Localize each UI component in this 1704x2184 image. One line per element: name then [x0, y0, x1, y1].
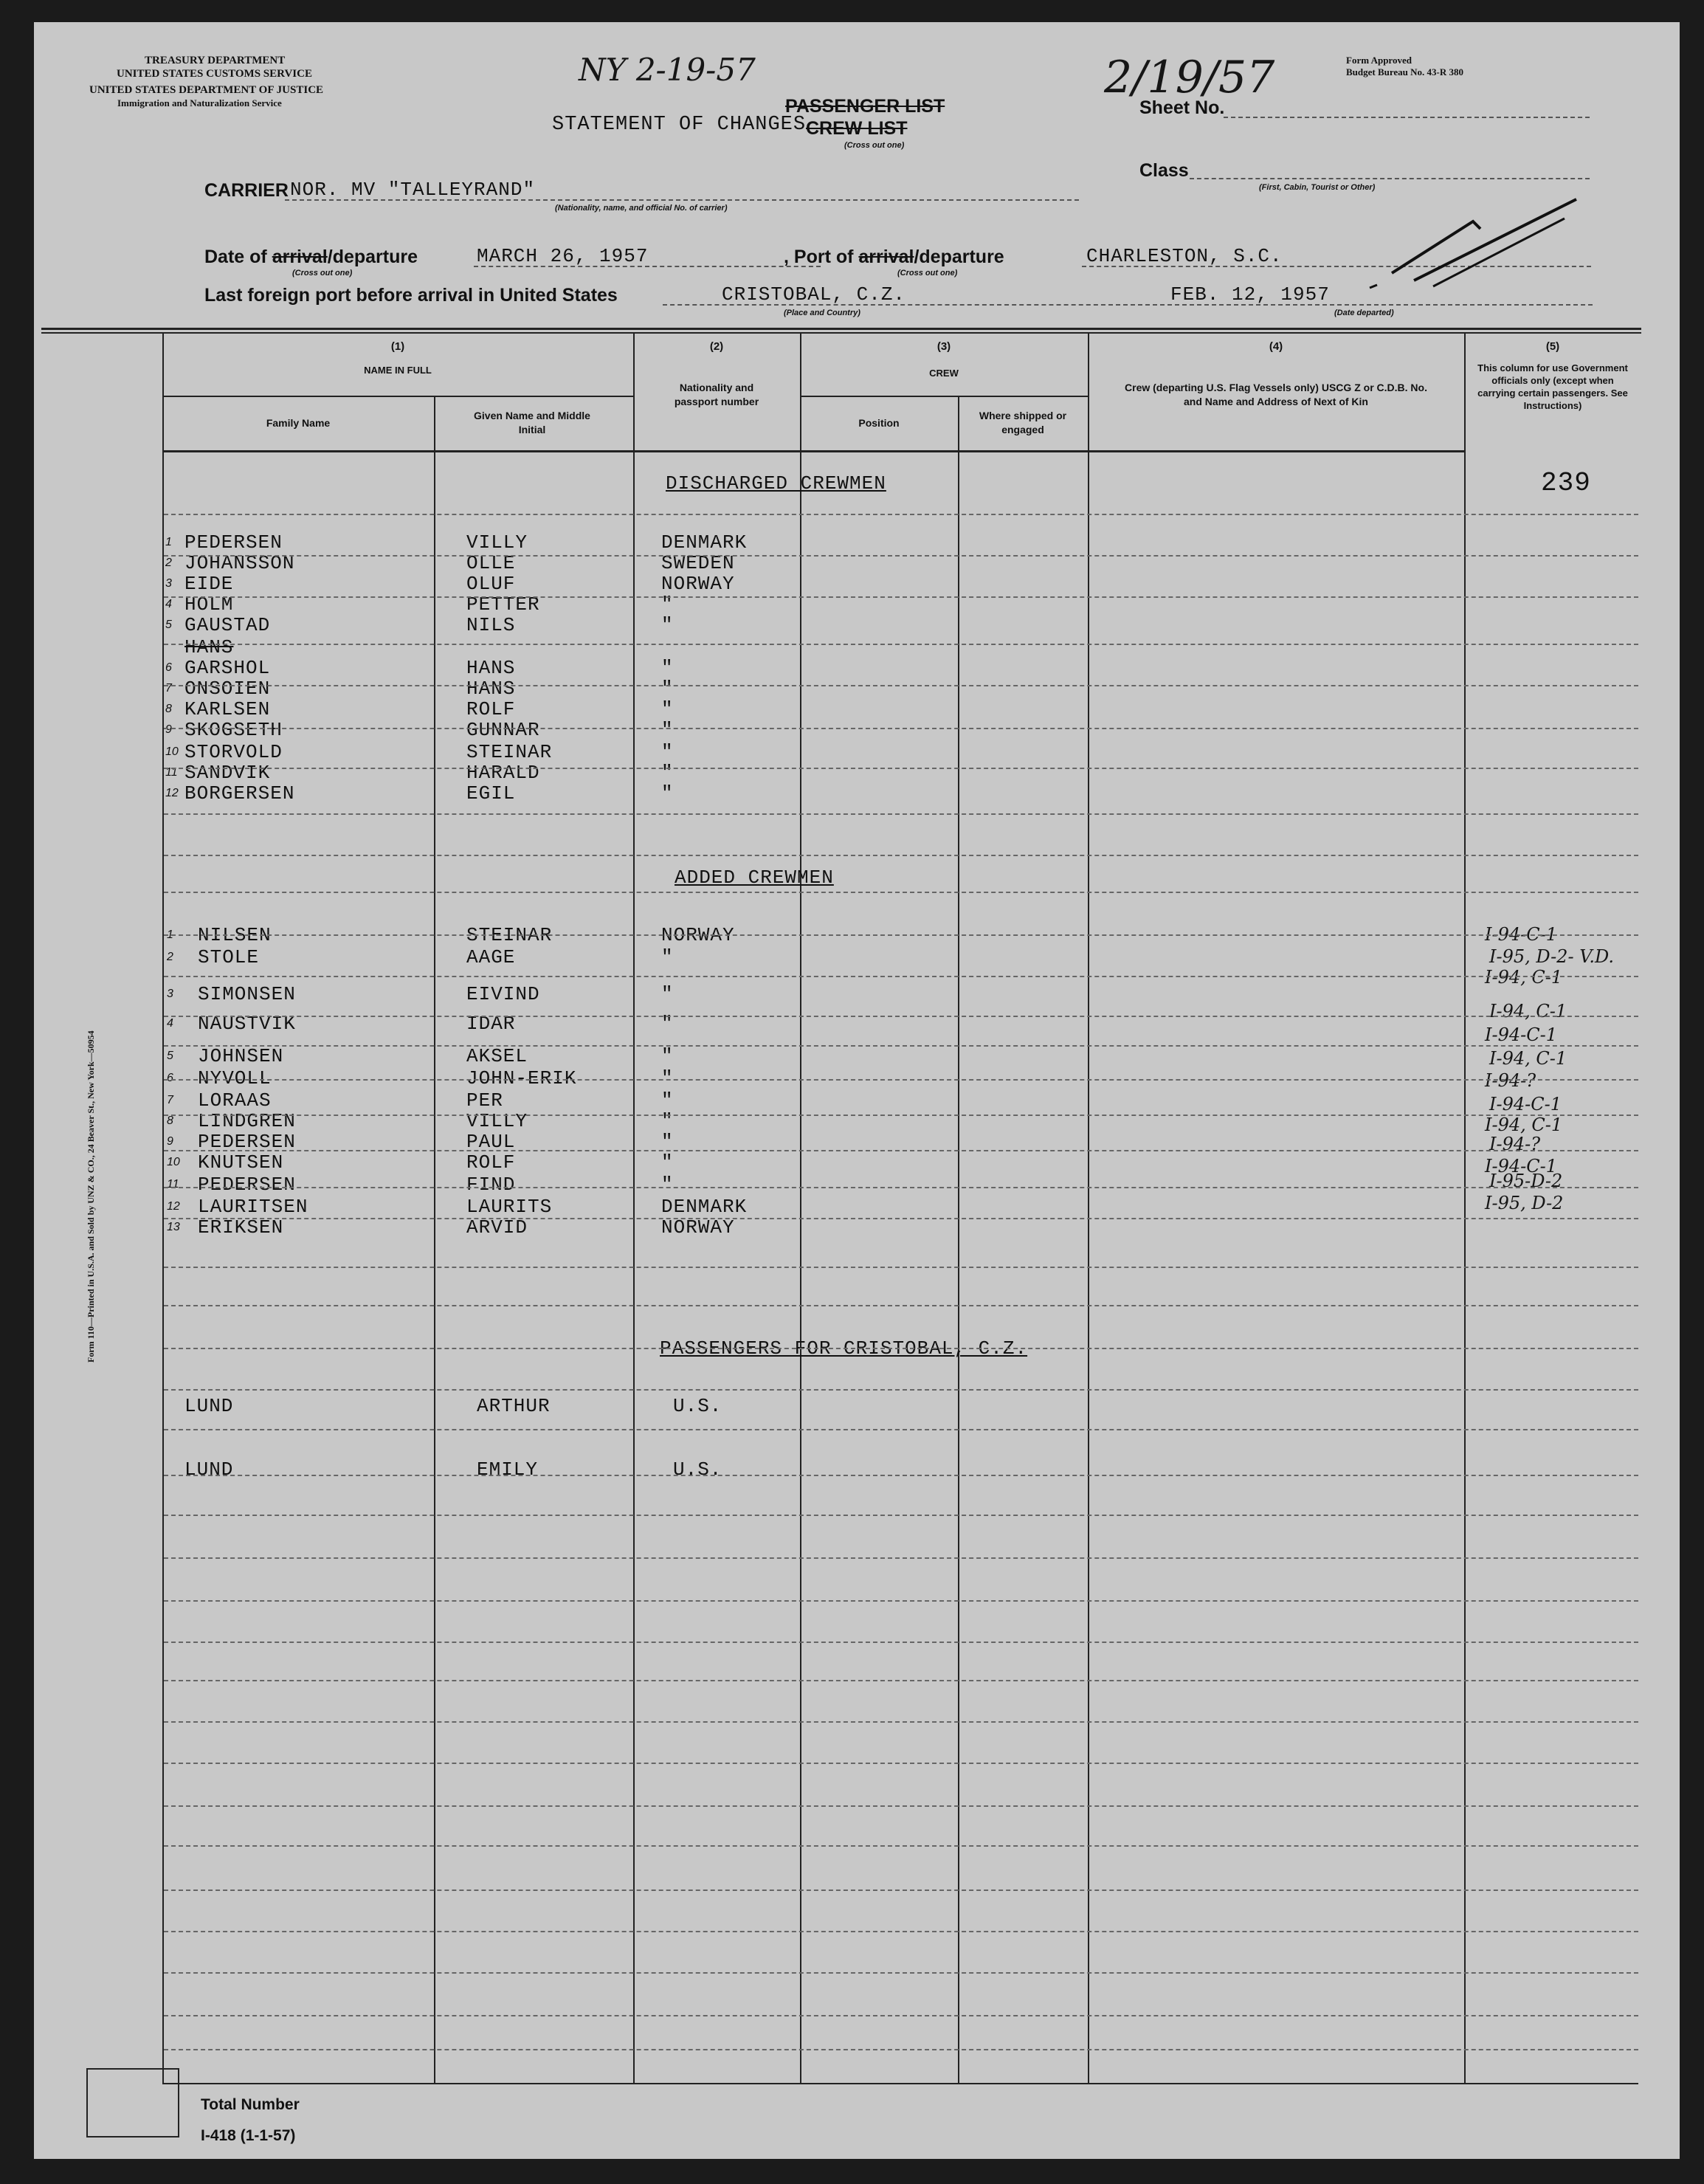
row-number: 7: [165, 682, 172, 695]
nationality: ": [661, 593, 674, 616]
discharged-row: [34, 698, 1680, 720]
row-number: 1: [165, 536, 172, 548]
col2-title: Nationality and passport number: [674, 382, 759, 407]
given-name: JOHN-ERIK: [466, 1067, 577, 1089]
nationality: ": [661, 1151, 674, 1174]
ruled-line: [164, 1805, 1638, 1807]
family-name: STORVOLD: [184, 741, 283, 763]
given-name: LAURITS: [466, 1196, 553, 1218]
ruled-line: [164, 1348, 1638, 1349]
date-label-departure: /departure: [327, 247, 418, 267]
nationality: DENMARK: [661, 531, 748, 554]
ruled-line: [164, 2015, 1638, 2016]
budget-bureau: Budget Bureau No. 43-R 380: [1346, 66, 1464, 77]
col3b-title: Where shipped or engaged: [979, 410, 1067, 435]
discharged-row: [34, 614, 1680, 636]
total-number-box: [86, 2068, 179, 2138]
family-name: PEDERSEN: [184, 531, 283, 554]
given-name: FIND: [466, 1174, 516, 1196]
agency-ins: Immigration and Naturalization Service: [117, 97, 282, 108]
family-name: ERIKSEN: [198, 1216, 284, 1239]
row-number: 4: [165, 598, 172, 610]
discharged-row: [34, 741, 1680, 763]
given-name: ARTHUR: [477, 1395, 551, 1417]
nationality: ": [661, 614, 674, 636]
immigration-code: I-95, D-2- V.D.: [1489, 946, 1614, 967]
row-number: 7: [167, 1094, 173, 1106]
list-type-passenger: PASSENGER LIST: [785, 96, 945, 117]
section-discharged: DISCHARGED CREWMEN: [666, 472, 886, 495]
table-top-rule-1: [41, 328, 1641, 330]
date-note: (Cross out one): [292, 269, 353, 278]
ruled-line: [164, 1890, 1638, 1891]
agency-treasury: TREASURY DEPARTMENT: [145, 55, 286, 66]
ruled-line: [164, 1557, 1638, 1559]
ruled-line: [164, 1475, 1638, 1476]
given-name: HANS: [466, 678, 516, 700]
discharged-row: [34, 782, 1680, 805]
col3-num: (3): [936, 340, 951, 353]
carrier-note: (Nationality, name, and official No. of carrier): [555, 204, 728, 213]
immigration-code: I-94-C-1: [1485, 924, 1557, 945]
col4-num: (4): [1269, 340, 1283, 353]
table-bottom-border: [162, 2083, 1638, 2084]
immigration-code: I-95-D-2: [1489, 1171, 1563, 1191]
immigration-code: I-94-C-1: [1485, 1024, 1557, 1045]
immigration-code: I-94-?: [1489, 1134, 1541, 1154]
list-type-note: (Cross out one): [844, 141, 905, 150]
ruled-line: [164, 1267, 1638, 1268]
col1-num: (1): [390, 340, 405, 353]
ruled-line: [164, 596, 1638, 598]
ruled-line: [164, 1115, 1638, 1116]
ruled-line: [164, 2049, 1638, 2050]
given-name: PAUL: [466, 1131, 516, 1153]
ruled-line: [164, 892, 1638, 893]
ruled-line: [164, 976, 1638, 977]
carrier-line: [285, 199, 1079, 201]
nationality: NORWAY: [661, 924, 735, 946]
nationality: ": [661, 983, 674, 1005]
discharged-row: [34, 719, 1680, 741]
family-name: ONSOIEN: [184, 678, 271, 700]
ruled-line: [164, 685, 1638, 686]
given-name: PER: [466, 1089, 503, 1112]
ruled-line: [164, 934, 1638, 936]
col1a-title: Family Name: [266, 417, 331, 429]
ruled-line: [164, 1045, 1638, 1047]
discharged-row: [34, 636, 1680, 679]
given-name: HARALD: [466, 762, 540, 784]
given-name: EGIL: [466, 782, 516, 805]
nationality: ": [661, 719, 674, 741]
check-strokes: [1362, 192, 1598, 295]
family-name: NYVOLL: [198, 1067, 272, 1089]
nationality: ": [661, 762, 674, 784]
list-type-crew: CREW LIST: [806, 118, 908, 139]
agency-customs: UNITED STATES CUSTOMS SERVICE: [117, 68, 312, 80]
col1-title: NAME IN FULL: [364, 365, 432, 376]
total-number-label: Total Number: [201, 2096, 300, 2113]
row-number: 9: [165, 723, 172, 736]
added-row: [34, 1216, 1680, 1239]
ruled-line: [164, 1845, 1638, 1847]
given-name: OLUF: [466, 573, 516, 595]
given-name: ARVID: [466, 1216, 528, 1239]
nationality: ": [661, 1110, 674, 1132]
family-name: HOLM: [184, 593, 234, 616]
added-row: [34, 1067, 1680, 1089]
nationality: U.S.: [673, 1458, 722, 1481]
added-row: [34, 1151, 1680, 1174]
immigration-code: I-94, C-1: [1489, 1048, 1567, 1069]
port-label: , Port of: [784, 247, 854, 267]
form-page: [34, 22, 1680, 2159]
sheet-no-label: Sheet No.: [1139, 97, 1225, 118]
ruled-line: [164, 1079, 1638, 1081]
nationality: ": [661, 1089, 674, 1112]
ruled-line: [164, 1218, 1638, 1219]
added-row: [34, 946, 1680, 968]
added-row: [34, 1196, 1680, 1218]
ruled-line: [164, 1187, 1638, 1188]
given-name: ROLF: [466, 698, 516, 720]
ruled-line: [164, 768, 1638, 769]
ruled-line: [164, 1763, 1638, 1764]
port-note: (Cross out one): [897, 269, 958, 278]
immigration-code: I-94-C-1: [1485, 1156, 1557, 1177]
row-number: 11: [165, 766, 178, 779]
nationality: ": [661, 1067, 674, 1089]
date-label-struck: arrival: [272, 247, 328, 267]
date-line: [474, 266, 821, 267]
row-number: 1: [167, 929, 173, 941]
date-value: MARCH 26, 1957: [477, 245, 649, 267]
family-name: KARLSEN: [184, 698, 271, 720]
ruled-line: [164, 1721, 1638, 1723]
section-added: ADDED CREWMEN: [675, 867, 834, 889]
ruled-line: [164, 1515, 1638, 1516]
form-approved: Form Approved: [1346, 55, 1412, 66]
immigration-code: I-94, C-1: [1489, 1001, 1567, 1022]
discharged-row: [34, 531, 1680, 554]
immigration-code: I-94-?: [1485, 1070, 1536, 1091]
family-name: STOLE: [198, 946, 260, 968]
family-name: LAURITSEN: [198, 1196, 308, 1218]
row-number: 12: [165, 787, 179, 799]
nationality: NORWAY: [661, 573, 735, 595]
col-divider-3b: [958, 396, 959, 2083]
nationality: SWEDEN: [661, 552, 735, 574]
col5-num: (5): [1545, 340, 1560, 353]
col-divider-1b: [434, 396, 435, 2083]
ruled-line: [164, 1931, 1638, 1932]
agency-justice: UNITED STATES DEPARTMENT OF JUSTICE: [89, 84, 324, 96]
port-label-departure: /departure: [914, 247, 1004, 267]
row-number: 5: [165, 619, 172, 631]
given-name: OLLE: [466, 552, 516, 574]
family-name: NAUSTVIK: [198, 1013, 296, 1035]
family-name: LUND: [184, 1458, 234, 1481]
ruled-line: [164, 1016, 1638, 1017]
section-passengers: PASSENGERS FOR CRISTOBAL, C.Z.: [660, 1337, 1028, 1360]
immigration-code: I-94, C-1: [1485, 967, 1563, 988]
ruled-line: [164, 555, 1638, 557]
given-name: VILLY: [466, 531, 528, 554]
nationality: ": [661, 741, 674, 763]
ruled-line: [164, 1680, 1638, 1681]
class-label: Class: [1139, 160, 1189, 181]
last-port-label: Last foreign port before arrival in United States: [204, 285, 618, 306]
family-name: KNUTSEN: [198, 1151, 284, 1174]
col2-num: (2): [709, 340, 724, 353]
ruled-line: [164, 644, 1638, 645]
row-number: 3: [167, 988, 173, 1000]
family-name: NILSEN: [198, 924, 272, 946]
nationality: ": [661, 1013, 674, 1035]
row-number: 3: [165, 577, 172, 590]
col5-title: This column for use Government officials only (except when carrying certain passengers. See Instructions): [1477, 362, 1628, 411]
nationality: ": [661, 657, 674, 679]
passenger-row: [34, 1458, 1680, 1481]
given-name: PETTER: [466, 593, 540, 616]
ruled-line: [164, 1600, 1638, 1602]
given-name: HANS: [466, 657, 516, 679]
stamp-right: 2/19/57: [1104, 52, 1275, 103]
table-top-rule-2: [41, 332, 1641, 334]
nationality: U.S.: [673, 1395, 722, 1417]
ruled-line: [164, 813, 1638, 815]
port-label-struck: arrival: [858, 247, 914, 267]
immigration-code: I-94-C-1: [1489, 1094, 1562, 1115]
given-name: VILLY: [466, 1110, 528, 1132]
ruled-line: [164, 1972, 1638, 1974]
nationality: ": [661, 1131, 674, 1153]
ruled-line: [164, 514, 1638, 515]
last-port-value: CRISTOBAL, C.Z.: [722, 283, 906, 306]
given-name: ROLF: [466, 1151, 516, 1174]
class-line: [1190, 178, 1590, 179]
header-rule-3: [800, 396, 1088, 397]
discharged-row: [34, 762, 1680, 784]
row-number: 11: [167, 1178, 179, 1191]
form-code: I-418 (1-1-57): [201, 2127, 296, 2144]
added-row: [34, 1110, 1680, 1132]
discharged-row: [34, 573, 1680, 595]
port-value: CHARLESTON, S.C.: [1086, 245, 1283, 267]
col3a-title: Position: [858, 417, 900, 429]
family-name: LORAAS: [198, 1089, 272, 1112]
given-name: AAGE: [466, 946, 516, 968]
ruled-line: [164, 1429, 1638, 1430]
given-name: AKSEL: [466, 1045, 528, 1067]
date-departed-note: (Date departed): [1334, 309, 1394, 317]
nationality: ": [661, 698, 674, 720]
given-name: STEINAR: [466, 924, 553, 946]
family-name: BORGERSEN: [184, 782, 295, 805]
immigration-code: I-95, D-2: [1485, 1193, 1564, 1213]
given-name: IDAR: [466, 1013, 516, 1035]
row-number: 4: [167, 1017, 173, 1030]
family-name: PEDERSEN: [198, 1174, 296, 1196]
col1b-title: Given Name and Middle Initial: [474, 410, 590, 435]
stamp-left: NY 2-19-57: [579, 52, 756, 88]
row-number: 2: [165, 557, 172, 569]
carrier-value: NOR. MV "TALLEYRAND": [290, 179, 536, 201]
given-name: STEINAR: [466, 741, 553, 763]
family-name: JOHNSEN: [198, 1045, 284, 1067]
ruled-line: [164, 728, 1638, 729]
family-name: EIDE: [184, 573, 234, 595]
added-row: [34, 1089, 1680, 1112]
ruled-line: [164, 855, 1638, 856]
row-number: 13: [167, 1221, 180, 1233]
nationality: NORWAY: [661, 1216, 735, 1239]
header-bottom-rule: [162, 450, 1464, 452]
discharged-row: [34, 678, 1680, 700]
nationality: DENMARK: [661, 1196, 748, 1218]
sheet-no-line: [1224, 117, 1590, 120]
row-number: 10: [165, 745, 179, 758]
row-number: 2: [167, 951, 173, 963]
ruled-line: [164, 1389, 1638, 1391]
struck-name: HANS: [184, 636, 234, 658]
row-number: 6: [167, 1072, 173, 1084]
col5-number: 239: [1541, 468, 1591, 498]
family-name: JOHANSSON: [184, 552, 295, 574]
given-name: EMILY: [477, 1458, 539, 1481]
added-row: [34, 1045, 1680, 1067]
form-title: STATEMENT OF CHANGES: [552, 114, 807, 136]
printer-imprint: Form 110—Printed in U.S.A. and Sold by UNZ & CO., 24 Beaver St., New York—50954: [86, 1030, 96, 1363]
row-number: 8: [165, 703, 172, 715]
nationality: ": [661, 678, 674, 700]
nationality: ": [661, 1174, 674, 1196]
row-number: 6: [165, 661, 172, 674]
family-name: SANDVIK: [184, 762, 271, 784]
carrier-label: CARRIER: [204, 180, 289, 201]
col3-title: CREW: [929, 368, 959, 379]
row-number: 12: [167, 1200, 180, 1213]
row-number: 8: [167, 1115, 173, 1127]
added-row: [34, 983, 1680, 1005]
row-number: 5: [167, 1050, 173, 1062]
header-rule-1: [162, 396, 635, 397]
date-label: Date of: [204, 247, 267, 267]
family-name: LUND: [184, 1395, 234, 1417]
family-name: LINDGREN: [198, 1110, 296, 1132]
given-name: EIVIND: [466, 983, 540, 1005]
family-name: PEDERSEN: [198, 1131, 296, 1153]
family-name: SKOGSETH: [184, 719, 283, 741]
date-departed-line: [1116, 304, 1593, 306]
row-number: 9: [167, 1135, 173, 1148]
given-name: NILS: [466, 614, 516, 636]
date-departed-value: FEB. 12, 1957: [1170, 283, 1330, 306]
last-port-note: (Place and Country): [784, 309, 860, 317]
col4-title: Crew (departing U.S. Flag Vessels only) USCG Z or C.D.B. No. and Name and Address of Next of Kin: [1125, 382, 1427, 407]
nationality: ": [661, 946, 674, 968]
given-name: GUNNAR: [466, 719, 540, 741]
row-number: 10: [167, 1156, 180, 1168]
nationality: ": [661, 782, 674, 805]
ruled-line: [164, 1150, 1638, 1151]
nationality: ": [661, 1045, 674, 1067]
added-row: [34, 1174, 1680, 1196]
class-note: (First, Cabin, Tourist or Other): [1259, 183, 1376, 192]
family-name: GARSHOL: [184, 657, 271, 679]
passenger-row: [34, 1395, 1680, 1417]
ruled-line: [164, 1305, 1638, 1306]
ruled-line: [164, 1642, 1638, 1643]
last-port-line: [663, 304, 1113, 306]
family-name: SIMONSEN: [198, 983, 296, 1005]
family-name: GAUSTAD: [184, 614, 271, 636]
immigration-code: I-94, C-1: [1485, 1115, 1563, 1135]
